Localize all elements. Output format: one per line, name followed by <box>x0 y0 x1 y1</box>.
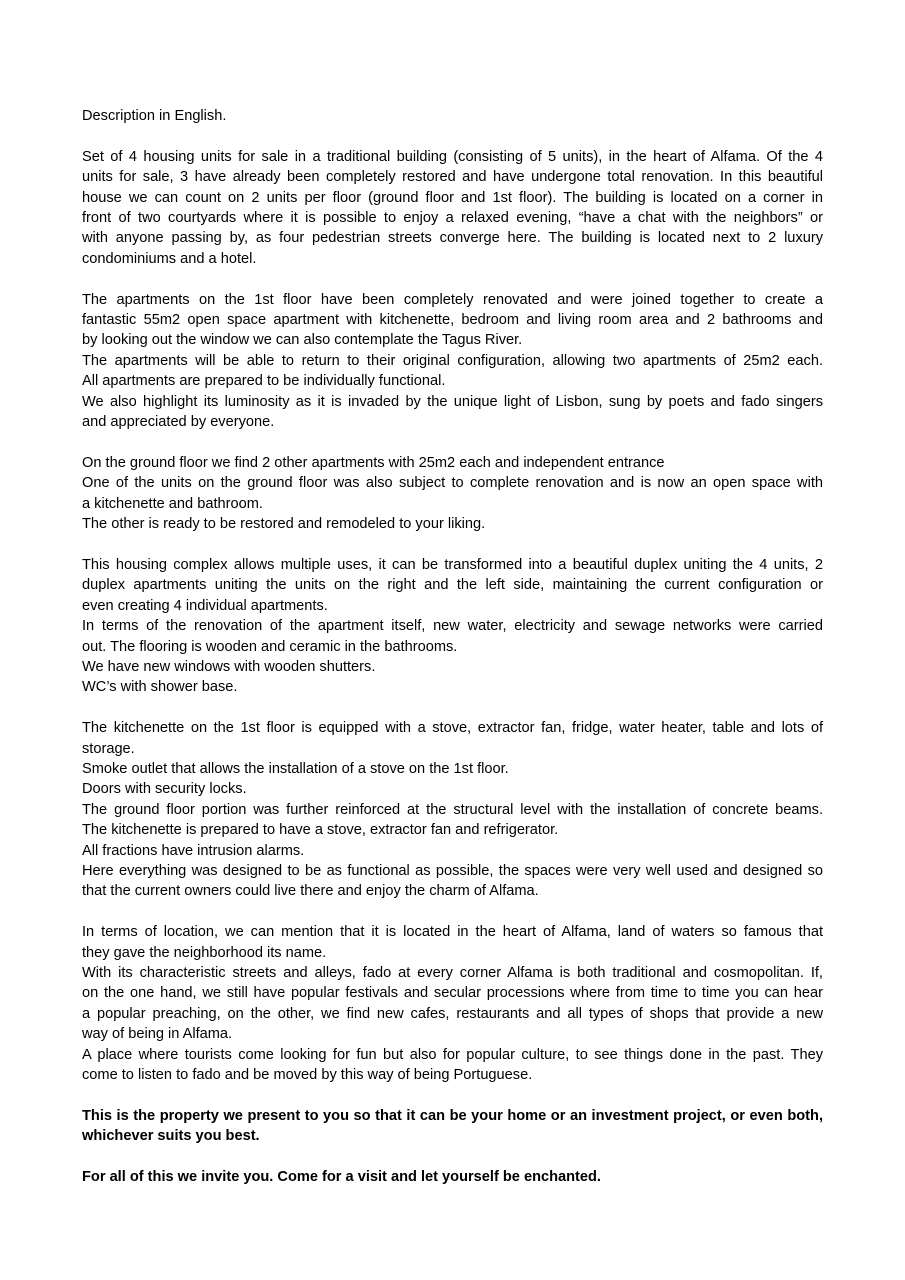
text-line: they gave the neighborhood its name. <box>82 944 327 961</box>
text-line: way of being in Alfama. <box>82 1026 233 1043</box>
text-line: Here everything was designed to be as functional as possible, the spaces were very well used and designed so <box>82 862 823 879</box>
text-line: We also highlight its luminosity as it is invaded by the unique light of Lisbon, sung by poets and fado singers <box>82 393 823 410</box>
text-line: The kitchenette is prepared to have a stove, extractor fan and refrigerator. <box>82 822 559 839</box>
text-line: In terms of the renovation of the apartment itself, new water, electricity and sewage networks were carried <box>82 618 823 635</box>
paragraph-gap <box>82 269 823 289</box>
paragraph-gap <box>82 1085 823 1105</box>
text-line: The apartments will be able to return to their original configuration, allowing two apartments of 25m2 each. <box>82 352 823 369</box>
text-line: by looking out the window we can also contemplate the Tagus River. <box>82 332 523 349</box>
text-line: whichever suits you best. <box>82 1128 260 1145</box>
text-line: In terms of location, we can mention that it is located in the heart of Alfama, land of waters so famous that <box>82 924 823 941</box>
paragraph-gap <box>82 1147 823 1167</box>
text-line: on the one hand, we still have popular festivals and secular processions where from time to time you can hear <box>82 985 823 1002</box>
paragraph-gap <box>82 698 823 718</box>
text-line: front of two courtyards where it is possible to enjoy a relaxed evening, “have a chat with the neighbors” or <box>82 210 823 227</box>
text-line: We have new windows with wooden shutters. <box>82 658 376 675</box>
text-line: house we can count on 2 units per floor (ground floor and 1st floor). The building is located on a corner in <box>82 189 823 206</box>
text-line: units for sale, 3 have already been completely restored and have undergone total renovation. In this beautiful <box>82 169 823 186</box>
text-line: The other is ready to be restored and remodeled to your liking. <box>82 516 486 533</box>
text-line: that the current owners could live there and enjoy the charm of Alfama. <box>82 883 539 900</box>
text-line: Set of 4 housing units for sale in a traditional building (consisting of 5 units), in the heart of Alfama. Of the 4 <box>82 148 823 165</box>
text-line: with anyone passing by, as four pedestrian streets converge here. The building is located next to 2 luxury <box>82 230 823 247</box>
text-line: a kitchenette and bathroom. <box>82 495 263 512</box>
text-line: All fractions have intrusion alarms. <box>82 842 305 859</box>
text-line: This housing complex allows multiple uses, it can be transformed into a beautiful duplex uniting the 4 units, 2 <box>82 556 823 573</box>
text-line: even creating 4 individual apartments. <box>82 597 328 614</box>
text-line: fantastic 55m2 open space apartment with kitchenette, bedroom and living room area and 2 bathrooms and <box>82 312 823 329</box>
text-line: One of the units on the ground floor was also subject to complete renovation and is now an open space with <box>82 475 823 492</box>
text-line: condominiums and a hotel. <box>82 250 257 267</box>
text-line: All apartments are prepared to be individually functional. <box>82 373 446 390</box>
text-line: With its characteristic streets and alleys, fado at every corner Alfama is both traditional and cosmopolitan. If, <box>82 964 823 981</box>
paragraph-kitchenette <box>82 718 823 902</box>
paragraph-gap <box>82 432 823 452</box>
text-line: The kitchenette on the 1st floor is equipped with a stove, extractor fan, fridge, water heater, table and lots of <box>82 720 823 737</box>
text-line: A place where tourists come looking for fun but also for popular culture, to see things done in the past. They <box>82 1046 823 1063</box>
paragraph-gap <box>82 534 823 554</box>
paragraph-location <box>82 922 823 1085</box>
text-line: come to listen to fado and be moved by this way of being Portuguese. <box>82 1067 533 1083</box>
paragraph-gap <box>82 126 823 146</box>
closing-invitation <box>82 1167 823 1187</box>
text-line: duplex apartments uniting the units on the right and the left side, maintaining the current configuration or <box>82 577 823 594</box>
text-line: storage. <box>82 740 135 757</box>
closing-statement <box>82 1106 823 1147</box>
text-line: and appreciated by everyone. <box>82 414 275 431</box>
paragraph-ground-floor <box>82 453 823 535</box>
document-page <box>82 106 823 1187</box>
paragraph-gap <box>82 902 823 922</box>
text-line: out. The flooring is wooden and ceramic in the bathrooms. <box>82 638 458 655</box>
paragraph-intro <box>82 147 823 269</box>
text-line: The apartments on the 1st floor have been completely renovated and were joined together to create a <box>82 291 823 308</box>
text-line: Doors with security locks. <box>82 781 247 798</box>
text-line: This is the property we present to you so that it can be your home or an investment project, or even both, <box>82 1107 823 1124</box>
text-line: The ground floor portion was further reinforced at the structural level with the installation of concrete beams. <box>82 801 823 818</box>
text-line: For all of this we invite you. Come for a visit and let yourself be enchanted. <box>82 1169 601 1185</box>
text-line: a popular preaching, on the other, we find new cafes, restaurants and all types of shops that provide a new <box>82 1005 823 1022</box>
text-line: WC’s with shower base. <box>82 679 238 696</box>
text-line: Smoke outlet that allows the installation of a stove on the 1st floor. <box>82 760 509 777</box>
paragraph-first-floor <box>82 290 823 433</box>
text-line: On the ground floor we find 2 other apartments with 25m2 each and independent entrance <box>82 454 665 471</box>
paragraph-uses <box>82 555 823 698</box>
document-heading: Description in English. <box>82 108 227 124</box>
